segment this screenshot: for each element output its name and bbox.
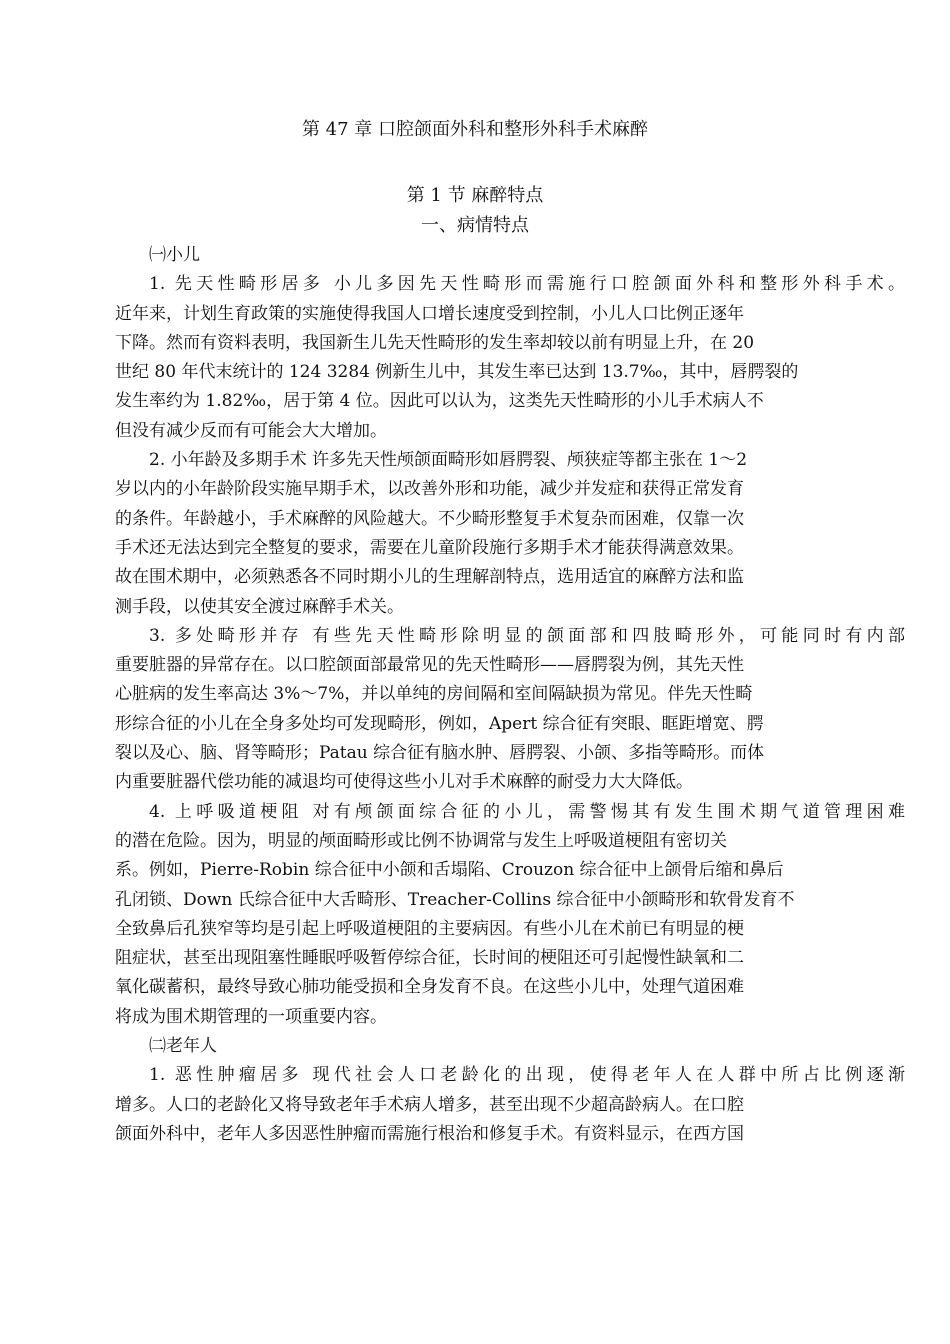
paragraph-line: 岁以内的小年龄阶段实施早期手术，以改善外形和功能，减少并发症和获得正常发育 xyxy=(115,479,744,500)
paragraph-line: 故在围术期中，必须熟悉各不同时期小儿的生理解剖特点，选用适宜的麻醉方法和监 xyxy=(115,567,744,588)
paragraph-line: 孔闭锁、Down 氏综合征中大舌畸形、Treacher-Collins 综合征中小颌畸形和软骨发育不 xyxy=(115,889,795,910)
section-title: 第 1 节 麻醉特点 xyxy=(406,185,544,206)
paragraph-line: 阻症状，甚至出现阻塞性睡眠呼吸暂停综合征，长时间的梗阻还可引起慢性缺氧和二 xyxy=(115,948,744,969)
paragraph-line: 心脏病的发生率高达 3%～7%，并以单纯的房间隔和室间隔缺损为常见。伴先天性畸 xyxy=(115,684,753,705)
paragraph-line: 近年来，计划生育政策的实施使得我国人口增长速度受到控制，小儿人口比例正逐年 xyxy=(115,303,744,324)
paragraph-line: 颌面外科中，老年人多因恶性肿瘤而需施行根治和修复手术。有资料显示，在西方国 xyxy=(115,1123,744,1144)
paragraph-line: 但没有减少反而有可能会大大增加。 xyxy=(115,420,387,441)
chapter-title: 第 47 章 口腔颌面外科和整形外科手术麻醉 xyxy=(301,119,649,140)
paragraph-line: 世纪 80 年代末统计的 124 3284 例新生儿中，其发生率已达到 13.7‰，其中，唇腭裂的 xyxy=(115,362,799,383)
paragraph-line: 测手段，以使其安全渡过麻醉手术关。 xyxy=(115,596,404,617)
paragraph-line: 1. 先天性畸形居多 小儿多因先天性畸形而需施行口腔颌面外科和整形外科手术。 xyxy=(149,274,905,295)
paragraph-line: 手术还无法达到完全整复的要求，需要在儿童阶段施行多期手术才能获得满意效果。 xyxy=(115,537,744,558)
paragraph-line: 1. 恶性肿瘤居多 现代社会人口老龄化的出现，使得老年人在人群中所占比例逐渐 xyxy=(149,1065,905,1086)
paragraph-line: 重要脏器的异常存在。以口腔颌面部最常见的先天性畸形——唇腭裂为例，其先天性 xyxy=(115,655,744,676)
paragraph-line: 系。例如，Pierre-Robin 综合征中小颌和舌塌陷、Crouzon 综合征中上颌骨后缩和鼻后 xyxy=(115,860,784,881)
paragraph-line: 的条件。年龄越小，手术麻醉的风险越大。不少畸形整复手术复杂而困难，仅靠一次 xyxy=(115,508,744,529)
paragraph-line: 发生率约为 1.82‰，居于第 4 位。因此可以认为，这类先天性畸形的小儿手术病人不 xyxy=(115,391,764,412)
paragraph-line: 4. 上呼吸道梗阻 对有颅颌面综合征的小儿，需警惕其有发生围术期气道管理困难 xyxy=(149,801,905,822)
paragraph-line: 全致鼻后孔狭窄等均是引起上呼吸道梗阻的主要病因。有些小儿在术前已有明显的梗 xyxy=(115,918,744,939)
heading-elderly: ㈡老年人 xyxy=(149,1036,217,1057)
paragraph-line: 裂以及心、脑、肾等畸形；Patau 综合征有脑水肿、唇腭裂、小颌、多指等畸形。而体 xyxy=(115,743,765,764)
subsection-title: 一、病情特点 xyxy=(421,215,529,236)
paragraph-line: 将成为围术期管理的一项重要内容。 xyxy=(115,1006,387,1027)
heading-children: ㈠小儿 xyxy=(149,245,200,265)
body-text xyxy=(115,241,905,1149)
paragraph-line: 3. 多处畸形并存 有些先天性畸形除明显的颌面部和四肢畸形外，可能同时有内部 xyxy=(149,625,905,646)
paragraph-line: 2. 小年龄及多期手术 许多先天性颅颌面畸形如唇腭裂、颅狭症等都主张在 1～2 xyxy=(149,450,748,471)
paragraph-line: 的潜在危险。因为，明显的颅面畸形或比例不协调常与发生上呼吸道梗阻有密切关 xyxy=(115,830,727,851)
paragraph-line: 形综合征的小儿在全身多处均可发现畸形，例如，Apert 综合征有突眼、眶距增宽、腭 xyxy=(115,713,764,734)
paragraph-line: 增多。人口的老龄化又将导致老年手术病人增多，甚至出现不少超高龄病人。在口腔 xyxy=(115,1094,744,1115)
paragraph-line: 下降。然而有资料表明，我国新生儿先天性畸形的发生率却较以前有明显上升，在 20 xyxy=(115,332,755,353)
paragraph-line: 内重要脏器代偿功能的减退均可使得这些小儿对手术麻醉的耐受力大大降低。 xyxy=(115,772,693,793)
paragraph-line: 氧化碳蓄积，最终导致心肺功能受损和全身发育不良。在这些小儿中，处理气道困难 xyxy=(115,977,744,998)
